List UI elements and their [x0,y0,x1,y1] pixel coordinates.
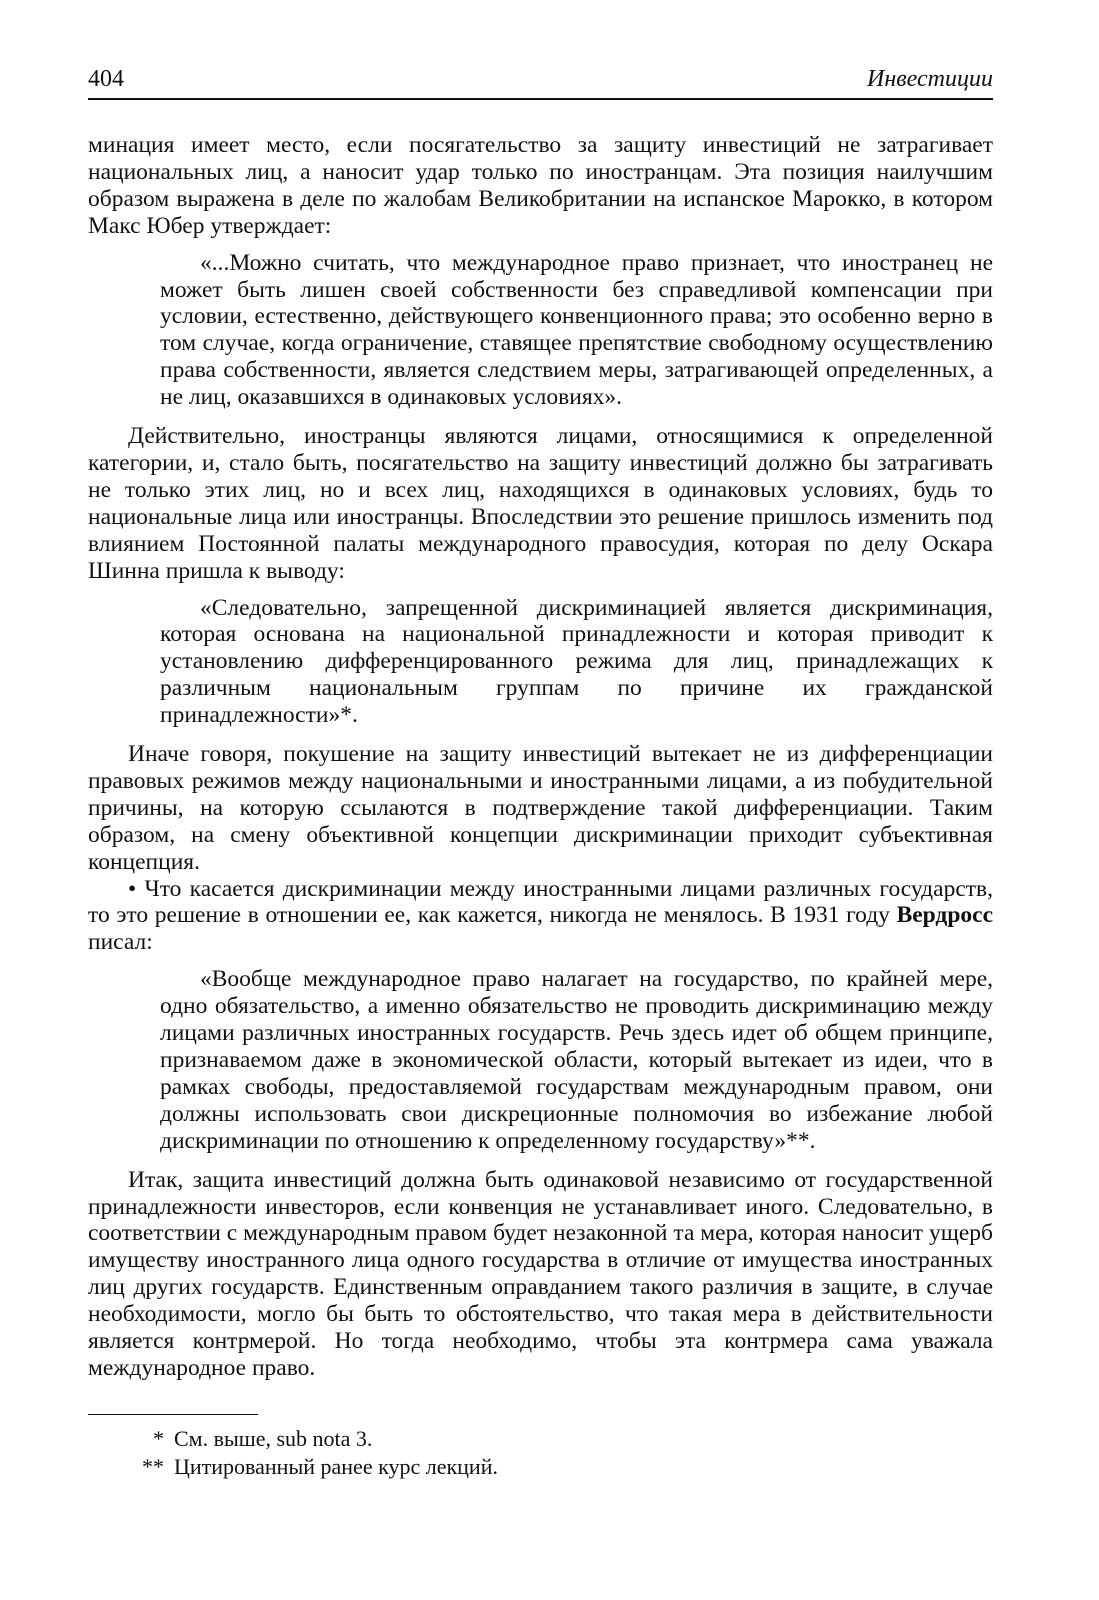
paragraph: Итак, защита инвестиций должна быть одинаковой независимо от государственной принадлежности инвесторов, если конвенция не устанавливает иного. Следовательно, в соответствии с международным правом будет незаконной та мера, которая наносит ущерб имуществу иностранного лица одного государства в отличие от имущества иностранных лиц других государств. Единственным оправданием такого различия в защите, в случае необходимости, могло бы быть то обстоятельство, что такая мера в действительности является контрмерой. Но тогда необходимо, чтобы эта контрмера сама уважала международное право. [88,1166,993,1381]
paragraph: Действительно, иностранцы являются лицами, относящимися к определенной категории, и, стало быть, посягательство на защиту инвестиций должно бы затрагивать не только этих лиц, но и всех лиц, находящихся в одинаковых условиях, будь то национальные лица или иностранцы. Впоследствии это решение пришлось изменить под влиянием Постоянной палаты международного правосудия, которая по делу Оскара Шинна пришла к выводу: [88,423,993,584]
running-title: Инвестиции [867,66,993,92]
quotation-verdross [160,966,993,1154]
page-number: 404 [88,66,124,92]
paragraph-continuation: минация имеет место, если посягательство за защиту инвестиций не затрагивает национальных лиц, а наносит удар только по иностранцам. Эта позиция наилучшим образом выражена в деле по жалобам Великобритании на испанское Марокко, в котором Макс Юбер утверждает: [88,132,993,239]
quotation-text: «...Можно считать, что международное право признает, что иностранец не может быть лишен своей собственности без справедливой компенсации при условии, естественно, действующего конвенционного права; это особенно верно в том случае, когда ограничение, ставящее препятствие свободному осуществлению права собственности, является следствием меры, затрагивающей определенных, а не лиц, оказавшихся в одинаковых условиях». [160,249,993,411]
running-header [88,64,993,100]
main-text [88,132,993,1382]
paragraph-text: • Что касается дискриминации между иностранными лицами различных государств, то это решение в отношении ее, как кажется, никогда не менялось. В 1931 году [88,875,993,929]
paragraph: Иначе говоря, покушение на защиту инвестиций вытекает не из дифференциации правовых режимов между национальными и иностранными лицами, а из побудительной причины, на которую ссылаются в подтверждение такой дифференциации. Таким образом, на смену объективной концепции дискриминации приходит субъективная концепция. [88,741,993,875]
footnotes [88,1414,993,1481]
quotation-text: «Вообще международное право налагает на государство, по крайней мере, одно обязательство, а именно обязательство не проводить дискриминацию между лицами различных иностранных государств. Речь здесь идет об общем принципе, признаваемом даже в экономической области, который вытекает из идеи, что в рамках свободы, предоставляемой государствам международным правом, они должны использовать свои дискреционные полномочия во избежание любой дискриминации по отношению к определенному государству»**. [160,966,993,1154]
paragraph-verdross [88,876,993,957]
book-page [88,64,993,1481]
paragraph-text: писал: [88,929,153,956]
footnote [88,1425,993,1453]
quotation-court [160,595,993,730]
footnote-divider [88,1414,258,1415]
footnote-marker: ** [142,1453,164,1479]
quotation-text: «Следовательно, запрещенной дискриминацией является дискриминация, которая основана на национальной принадлежности и которая приводит к установлению дифференцированного режима для лиц, принадлежащих к различным национальным группам по причине их гражданской принадлежности»*. [160,594,993,729]
footnote-marker: * [153,1425,164,1451]
footnote-text: См. выше, sub nota 3. [174,1425,373,1451]
footnote [88,1453,993,1481]
footnote-text: Цитированный ранее курс лекций. [174,1453,498,1479]
author-name: Вердросс [896,902,993,929]
quotation-huber [160,250,993,411]
